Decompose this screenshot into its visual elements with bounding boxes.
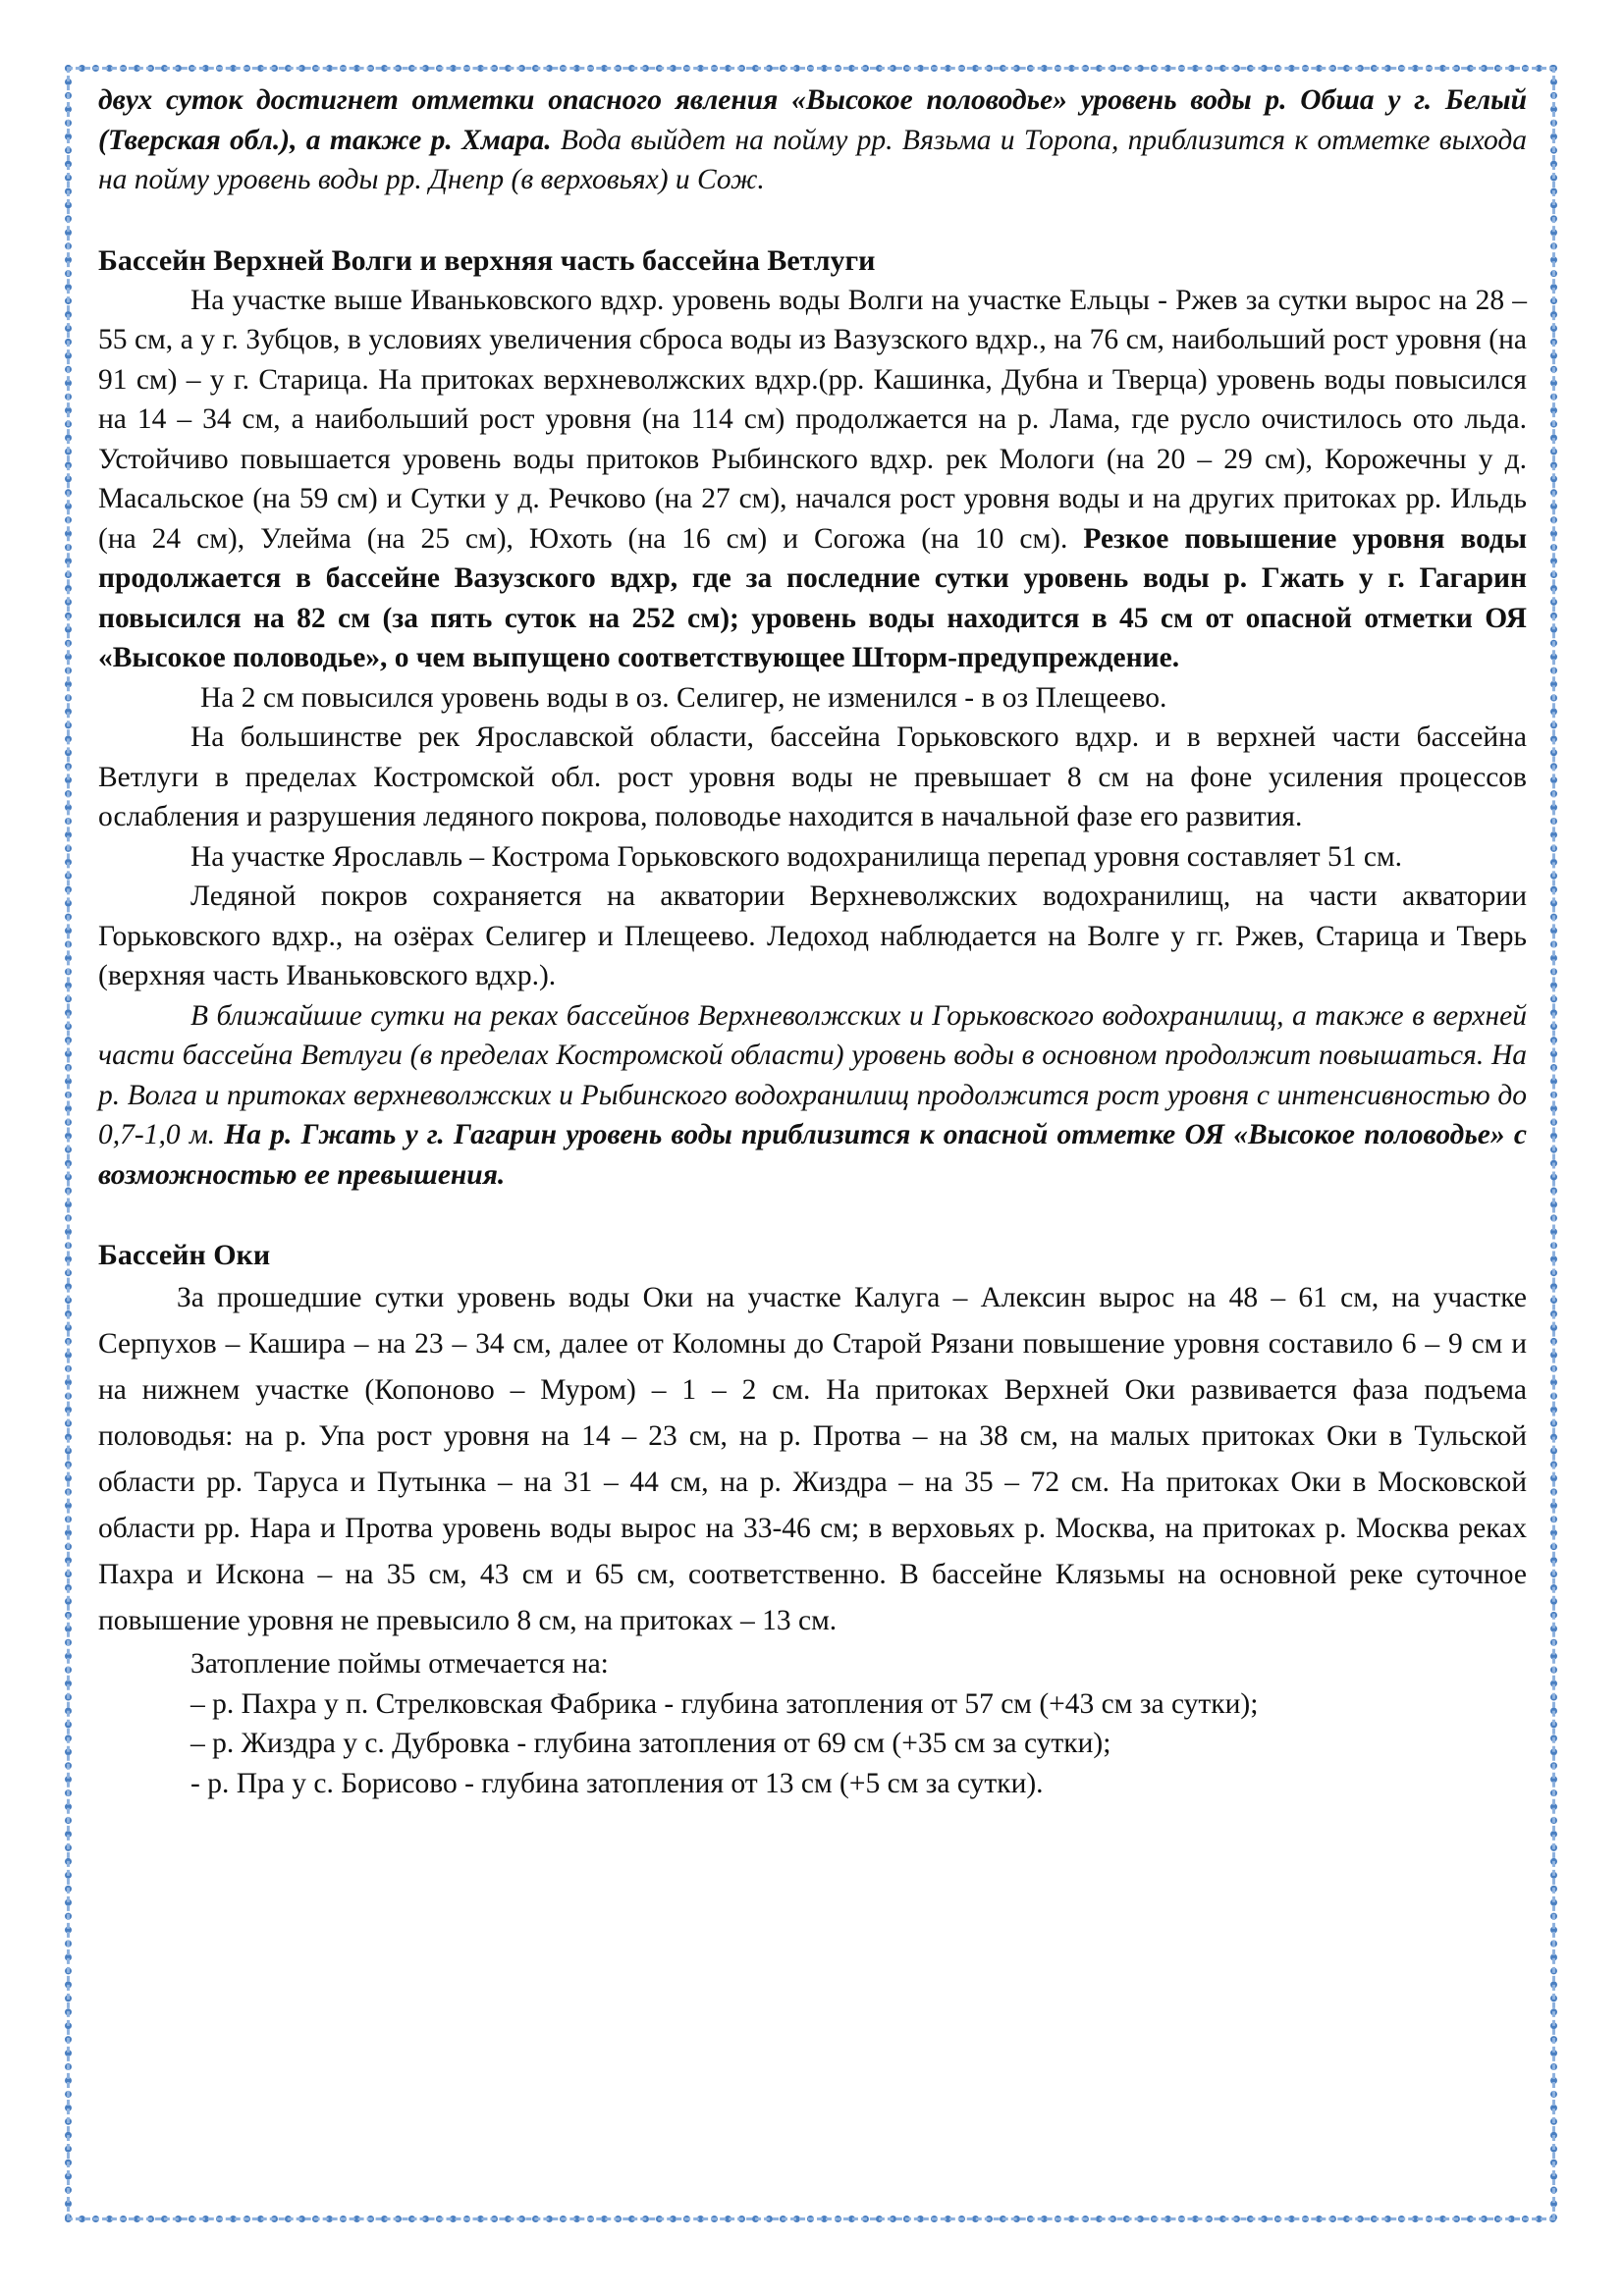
spacer [98,1195,1527,1236]
volga-paragraph-4: На участке Ярославль – Кострома Горьковского водохранилища перепад уровня составляет 51 см. [190,840,1403,873]
volga-paragraph-1 [98,281,1527,678]
volga-forecast-paragraph [98,996,1527,1196]
volga-paragraph-3: На большинстве рек Ярославской области, бассейна Горьковского вдхр. и в верхней части бассейна Ветлуги в пределах Костромской обл. рост уровня воды не превышает 8 см на фоне усиления процессов ослабления и разрушения ледяного покрова, половодье находится в начальной фазе его развития. [98,721,1527,832]
volga-p1-text: На участке выше Иваньковского вдхр. уровень воды Волги на участке Ельцы - Ржев за сутки вырос на 28 – 55 см, а у г. Зубцов, в условиях увеличения сброса воды из Вазузского вдхр., на 76 см, наибольший рост уровня (на 91 см) – у г. Старица. На притоках верхневолжских вдхр.(рр. Кашинка, Дубна и Тверца) уровень воды повысился на 14 – 34 см, а наибольший рост уровня (на 114 см) продолжается на р. Лама, где русло очистилось ото льда. Устойчиво повышается уровень воды притоков Рыбинского вдхр. рек Мологи (на 20 – 29 см), Корожечны у д. Масальское (на 59 см) и Сутки у д. Речково (на 27 см), начался рост уровня воды и на других притоках рр. Ильдь (на 24 см), Улейма (на 25 см), Юхоть (на 16 см) и Согожа (на 10 см). [98,284,1527,555]
section-heading-volga: Бассейн Верхней Волги и верхняя часть бассейна Ветлуги [98,243,876,277]
intro-italic-text: Вода выйдет на пойму рр. Вязьма и Торопа, приблизится к отметке выхода на пойму уровень воды рр. Днепр (в верховьях) и Сож. [98,124,1527,195]
flood-list-item: – р. Жиздра у с. Дубровка - глубина затопления от 69 см (+35 см за сутки); [190,1728,1111,1759]
intro-paragraph [98,80,1527,200]
volga-forecast-text: В ближайшие сутки на реках бассейнов Верхневолжских и Горьковского водохранилищ, а также в верхней части бассейна Ветлуги (в пределах Костромской области) уровень воды в основном продолжит повышаться. На р. Волга и притоках верхневолжских и Рыбинского водохранилищ продолжится рост уровня с интенсивностью до 0,7-1,0 м. [98,999,1527,1150]
oka-paragraph-1: За прошедшие сутки уровень воды Оки на участке Калуга – Алексин вырос на 48 – 61 см, на участке Серпухов – Кашира – на 23 – 34 см, далее от Коломны до Старой Рязани повышение уровня составило 6 – 9 см и на нижнем участке (Копоново – Муром) – 1 – 2 см. На притоках Верхней Оки развивается фаза подъема половодья: на р. Упа рост уровня на 14 – 23 см, на р. Протва – на 38 см, на малых притоках Оки в Тульской области рр. Таруса и Путынка – на 31 – 44 см, на р. Жиздра – на 35 – 72 см. На притоках Оки в Московской области рр. Нара и Протва уровень воды вырос на 33-46 см; в верховьях р. Москва, на притоках р. Москва реках Пахра и Искона – на 35 см, 43 см и 65 см, соответственно. В бассейне Клязьмы на основной реке суточное повышение уровня не превысило 8 см, на притоках – 13 см. [98,1282,1527,1636]
volga-paragraph-2: На 2 см повысился уровень воды в оз. Селигер, не изменился - в оз Плещеево. [200,681,1167,714]
flood-list [98,1644,1527,1803]
flood-list-item: - р. Пра у с. Борисово - глубина затопления от 13 см (+5 см за сутки). [190,1767,1044,1799]
intro-bold-text: двух суток достигнет отметки опасного явления «Высокое половодье» уровень воды р. Обша у г. Белый (Тверская обл.), а также р. Хмара. [98,84,1527,156]
flood-list-intro: Затопление поймы отмечается на: [190,1648,609,1680]
volga-forecast-warning: На р. Гжать у г. Гагарин уровень воды приблизится к опасной отметке ОЯ «Высокое половодье» с возможностью ее превышения. [98,1119,1527,1191]
document-body [98,80,1527,1803]
spacer [98,200,1527,241]
section-heading-oka: Бассейн Оки [98,1239,271,1271]
volga-p1-warning: Резкое повышение уровня воды продолжается в бассейне Вазузского вдхр, где за последние сутки уровень воды р. Гжать у г. Гагарин повысился на 82 см (за пять суток на 252 см); уровень воды находится в 45 см от опасной отметки ОЯ «Высокое половодье», о чем выпущено соответствующее Шторм-предупреждение. [98,522,1527,673]
volga-paragraph-5: Ледяной покров сохраняется на акватории Верхневолжских водохранилищ, на части акватории Горьковского вдхр., на озёрах Селигер и Плещеево. Ледоход наблюдается на Волге у гг. Ржев, Старица и Тверь (верхняя часть Иваньковского вдхр.). [98,881,1527,991]
flood-list-item: – р. Пахра у п. Стрелковская Фабрика - глубина затопления от 57 см (+43 см за сутки); [190,1687,1259,1720]
